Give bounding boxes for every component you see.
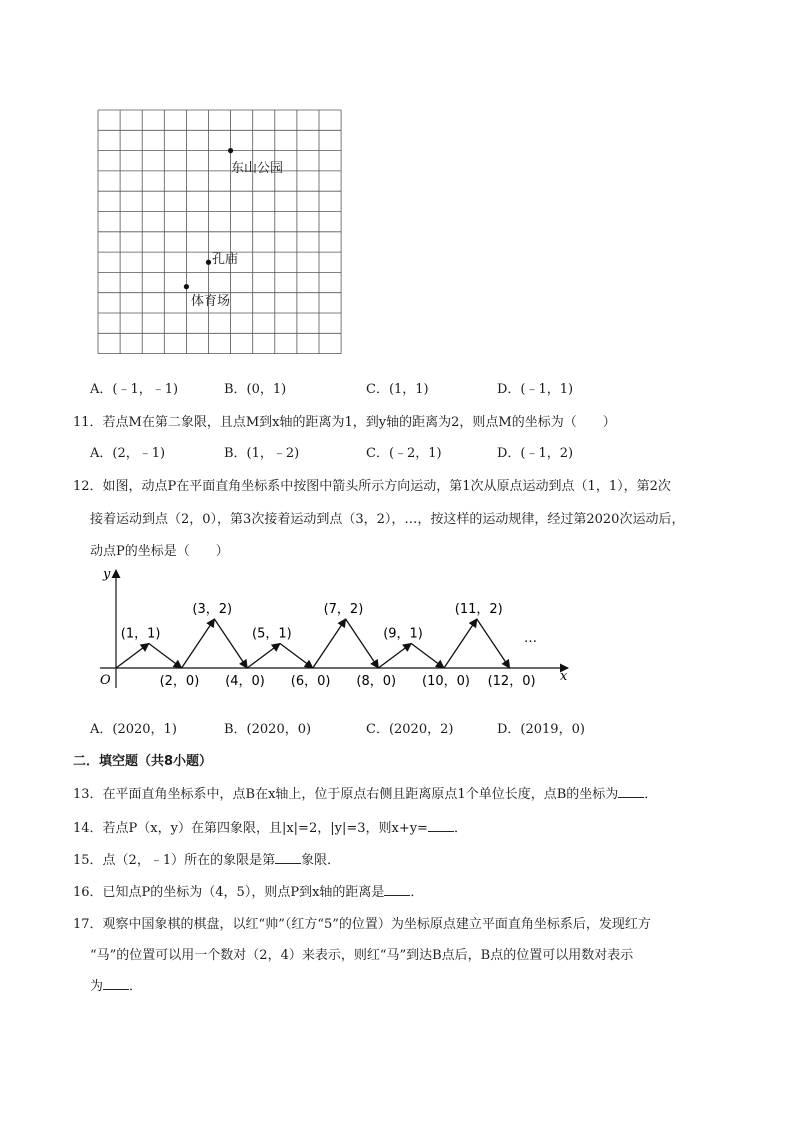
q16-text: 16．已知点P的坐标为（4，5），则点P到x轴的距离是 [73,885,385,900]
axis-point-label: (12，0) [487,674,536,689]
path-segment-3 [182,619,215,668]
path-segment-1 [116,644,149,669]
q17-question-line2: “马”的位置可以用一个数对（2，4）来表示，则红“马”到达B点后，B点的位置可以用数对表示 [90,948,634,963]
peak-label: (9，1) [383,626,423,642]
q12-option-b: B．(2020，0) [224,722,312,737]
q17-text: 为 [90,979,104,994]
q13-answer-blank [618,785,644,798]
q10-option-b: B．(0，1) [224,382,287,397]
point-label-dongshan-park: 东山公园 [231,161,284,176]
path-segment-6 [280,644,313,669]
q15-text: 15．点（2，﹣1）所在的象限是第 [73,853,276,868]
axis-point-label: (2，0) [159,674,200,689]
q12-question-line3: 动点P的坐标是（ ） [90,544,229,559]
q17-question-line3 [90,975,142,994]
y-axis-label: y [103,567,111,582]
q14-question [73,817,467,836]
q11-question: 11．若点M在第二象限，且点M到x轴的距离为1，到y轴的距离为2，则点M的坐标为（ ） [73,415,616,430]
path-segment-10 [411,644,444,669]
path-segment-12 [477,619,510,668]
q17-question-line1: 17．观察中国象棋的棋盘，以红“帅”（红方“5”的位置）为坐标原点建立平面直角坐标系后，发现红方 [73,917,651,932]
q14-end: ． [453,821,467,836]
axis-point-label: (4，0) [225,674,265,689]
q15-answer-blank [275,851,301,864]
path-segment-5 [247,644,280,669]
q15-question [73,849,340,868]
q12-option-a: A．(2020，1) [90,722,177,737]
q11-option-c: C．(﹣2，1) [366,446,442,461]
path-segment-7 [313,619,346,668]
q14-text: 14．若点P（x，y）在第四象限，且|x|=2，|y|=3，则x+y= [73,821,428,836]
q13-end: ． [644,787,658,802]
q10-option-d: D．(﹣1，1) [497,382,574,397]
peak-label: (11，2) [454,602,503,617]
q10-option-c: C．(1，1) [366,382,429,397]
q10-option-a: A．(﹣1，﹣1) [90,382,179,397]
chart-ellipsis: … [524,631,537,646]
path-segment-8 [346,619,379,668]
axis-point-label: (10，0) [422,674,470,689]
zigzag-chart [90,562,590,694]
axis-point-label: (6，0) [290,674,331,689]
path-segment-9 [378,644,411,669]
q12-question-line1: 12．如图，动点P在平面直角坐标系中按图中箭头所示方向运动，第1次从原点运动到点（1，1），第2次 [73,479,671,494]
point-label-stadium: 体育场 [191,294,231,309]
peak-label: (7，2) [323,602,364,617]
stadium-point [184,284,189,289]
x-axis-label: x [560,669,568,684]
peak-label: (3，2) [192,602,233,617]
q16-question [73,881,423,900]
grid-map-figure [96,108,346,356]
dongshan-park-point [228,148,233,153]
origin-label: O [100,673,111,688]
confucius-temple-point [206,260,211,265]
q11-option-d: D．(﹣1，2) [497,446,574,461]
section-2-title: 二．填空题（共8小题） [73,754,213,769]
q16-end: ． [410,885,424,900]
path-segment-2 [149,644,182,669]
path-segment-4 [214,619,247,668]
path-segment-11 [444,619,477,668]
q12-option-c: C．(2020，2) [366,722,454,737]
q12-question-line2: 接着运动到点（2，0），第3次接着运动到点（3，2），…，按这样的运动规律，经过第2020次运动后， [90,512,685,527]
q17-answer-blank [103,977,129,990]
point-label-confucius-temple: 孔庙 [212,252,239,267]
q12-option-d: D．(2019，0) [497,722,585,737]
q16-answer-blank [384,883,410,896]
peak-label: (1，1) [120,626,161,642]
q13-text: 13．在平面直角坐标系中，点B在x轴上，位于原点右侧且距离原点1个单位长度，点B的坐标为 [73,787,619,802]
peak-label: (5，1) [252,626,292,642]
axis-point-label: (8，0) [356,674,397,689]
q11-option-b: B．(1，﹣2) [224,446,300,461]
q14-answer-blank [428,819,454,832]
q17-end: ． [129,979,143,994]
q13-question [73,783,657,802]
q11-option-a: A．(2，﹣1) [90,446,166,461]
q15-end: 象限． [301,853,341,868]
